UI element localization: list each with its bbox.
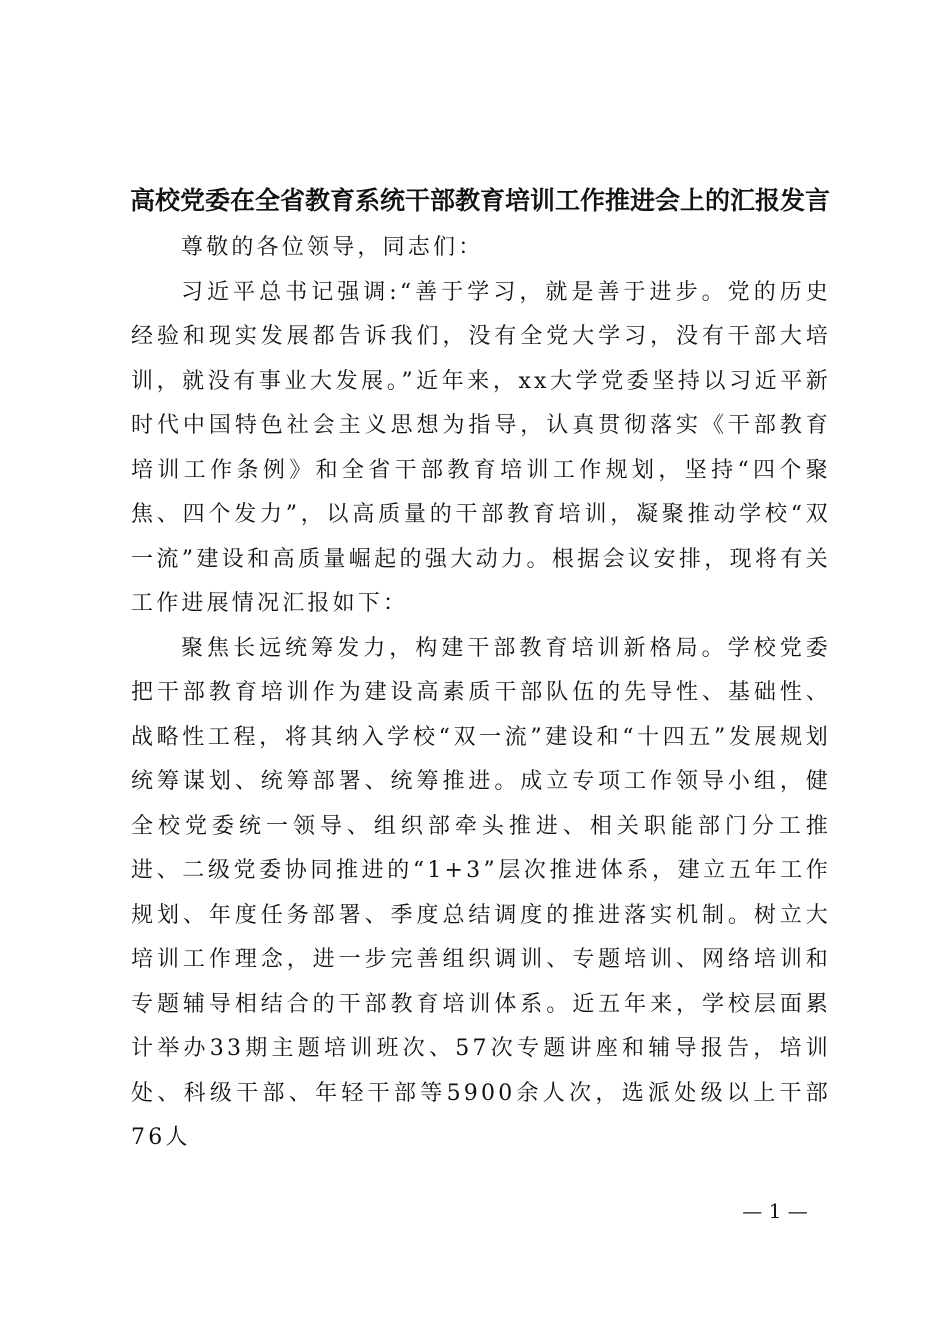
paragraph-focus-long-term: 聚焦长远统筹发力，构建干部教育培训新格局。学校党委把干部教育培训作为建设高素质干部队伍的先导性、基础性、战略性工程，将其纳入学校“双一流”建设和“十四五”发展规划统筹谋划、统筹部署、统筹推进。成立专项工作领导小组，健全校党委统一领导、组织部牵头推进、相关职能部门分工推进、二级党委协同推进的“1+3”层次推进体系，建立五年工作规划、年度任务部署、季度总结调度的推进落实机制。树立大培训工作理念，进一步完善组织调训、专题培训、网络培训和专题辅导相结合的干部教育培训体系。近五年来，学校层面累计举办33期主题培训班次、57次专题讲座和辅导报告，培训处、科级干部、年轻干部等5900余人次，选派处级以上干部76人 bbox=[131, 635, 831, 1150]
paragraph-intro: 习近平总书记强调:“善于学习，就是善于进步。党的历史经验和现实发展都告诉我们，没有全党大学习，没有干部大培训，就没有事业大发展。”近年来，xx大学党委坚持以习近平新时代中国特色社会主义思想为指导，认真贯彻落实《干部教育培训工作条例》和全省干部教育培训工作规划，坚持“四个聚焦、四个发力”，以高质量的干部教育培训，凝聚推动学校“双一流”建设和高质量崛起的强大动力。根据会议安排，现将有关工作进展情况汇报如下： bbox=[131, 279, 831, 616]
salutation: 尊敬的各位领导，同志们： bbox=[181, 235, 484, 260]
page-number: — 1 — bbox=[742, 1199, 808, 1223]
document-body bbox=[131, 226, 831, 1161]
document-title: 高校党委在全省教育系统干部教育培训工作推进会上的汇报发言 bbox=[129, 186, 830, 215]
